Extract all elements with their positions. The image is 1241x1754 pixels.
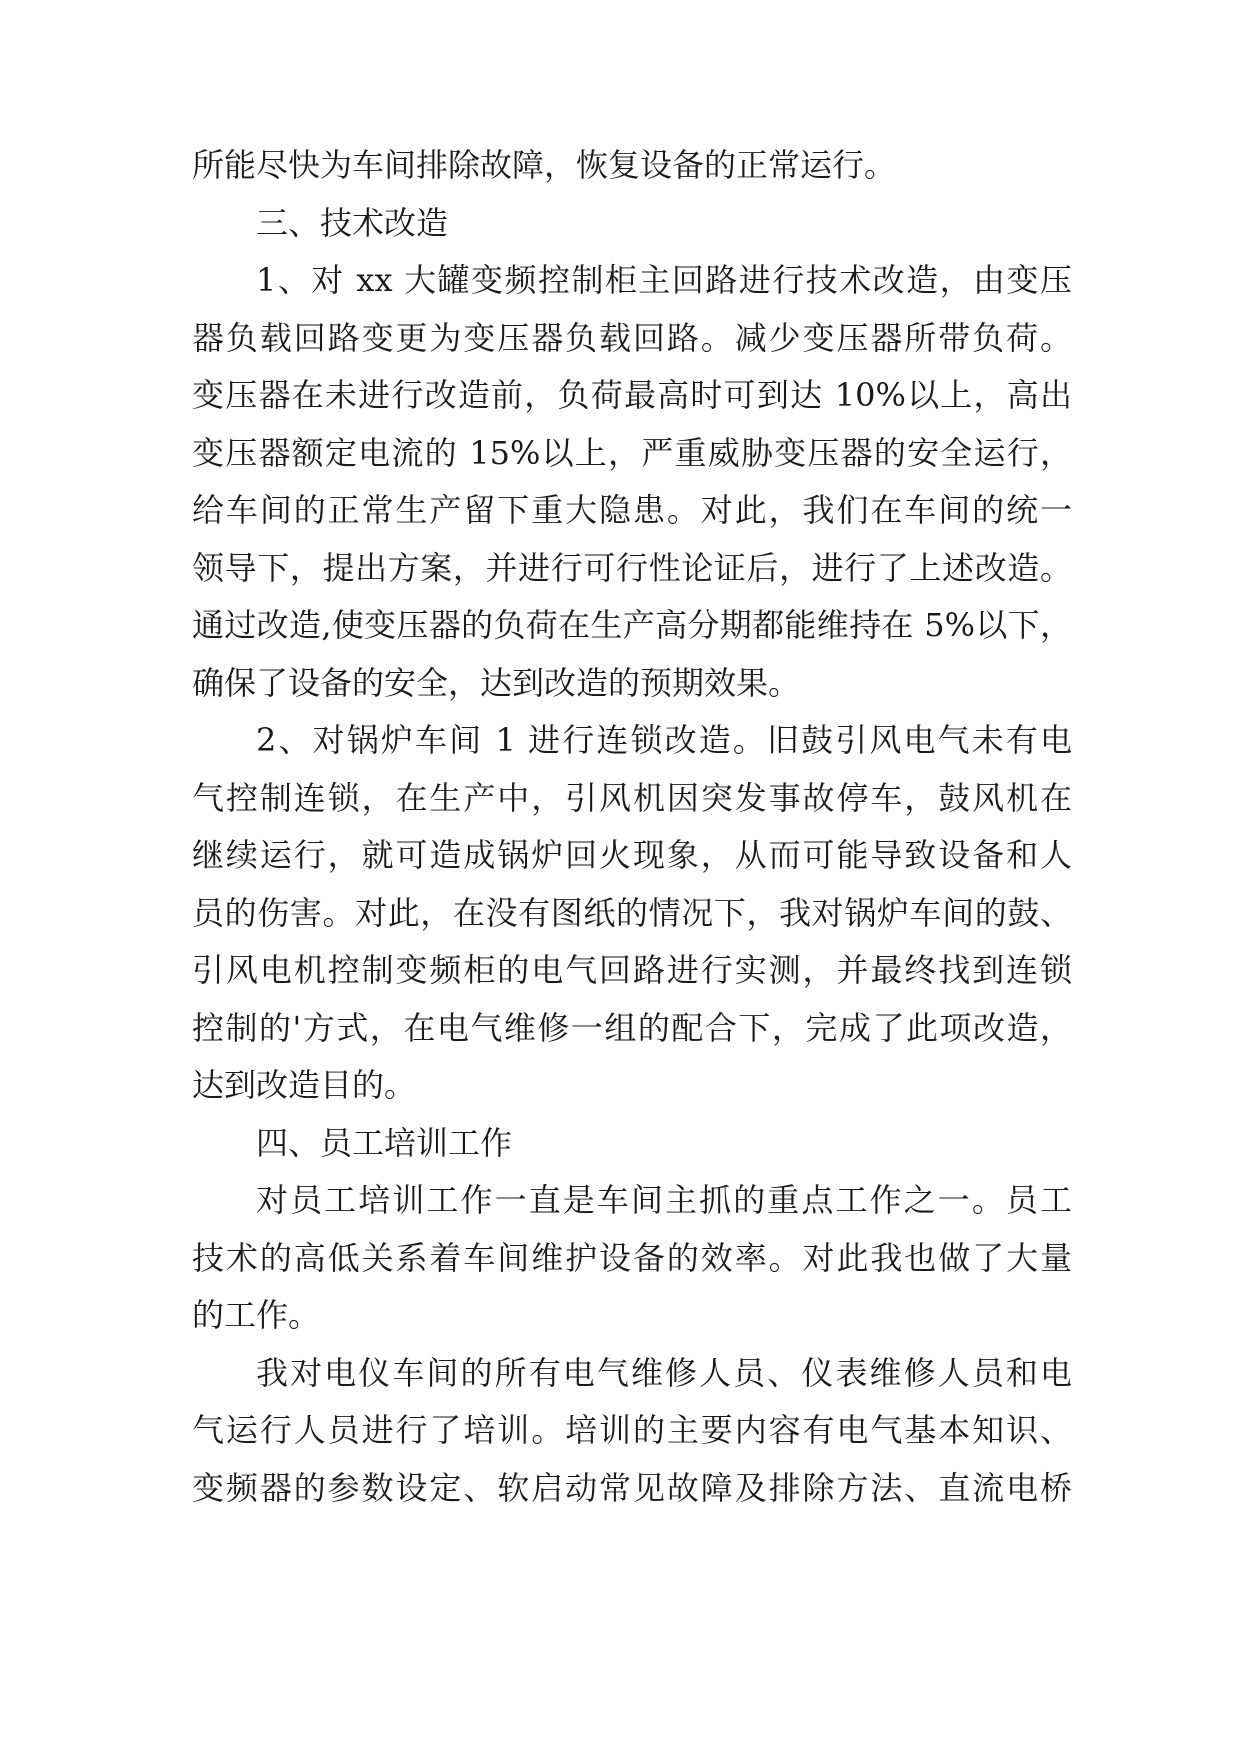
text-line: 2、对锅炉车间 1 进行连锁改造。旧鼓引风电气未有电 bbox=[256, 721, 1072, 759]
text-line: 四、员工培训工作 bbox=[256, 1124, 513, 1162]
text-line: 三、技术改造 bbox=[256, 204, 449, 242]
text-line: 对员工培训工作一直是车间主抓的重点工作之一。员工 bbox=[256, 1181, 1072, 1219]
text-line: 达到改造目的。 bbox=[192, 1066, 417, 1104]
text-line: 引风电机控制变频柜的电气回路进行实测，并最终找到连锁 bbox=[192, 951, 1072, 989]
text-line: 的工作。 bbox=[192, 1296, 321, 1334]
text-line: 气控制连锁，在生产中，引风机因突发事故停车，鼓风机在 bbox=[192, 779, 1072, 817]
text-line: 继续运行，就可造成锅炉回火现象，从而可能导致设备和人 bbox=[192, 836, 1072, 874]
text-line: 气运行人员进行了培训。培训的主要内容有电气基本知识、 bbox=[192, 1411, 1072, 1449]
text-line: 1、对 xx 大罐变频控制柜主回路进行技术改造，由变压 bbox=[256, 261, 1072, 299]
text-line: 通过改造,使变压器的负荷在生产高分期都能维持在 5%以下， bbox=[192, 606, 1072, 644]
text-line: 给车间的正常生产留下重大隐患。对此，我们在车间的统一 bbox=[192, 491, 1072, 529]
text-line: 技术的高低关系着车间维护设备的效率。对此我也做了大量 bbox=[192, 1239, 1072, 1277]
text-line: 领导下，提出方案，并进行可行性论证后，进行了上述改造。 bbox=[192, 549, 1072, 587]
text-line: 变频器的参数设定、软启动常见故障及排除方法、直流电桥 bbox=[192, 1469, 1072, 1507]
text-line: 变压器在未进行改造前，负荷最高时可到达 10%以上，高出 bbox=[192, 376, 1072, 414]
text-line: 员的伤害。对此，在没有图纸的情况下，我对锅炉车间的鼓、 bbox=[192, 894, 1072, 932]
text-line: 控制的'方式，在电气维修一组的配合下，完成了此项改造， bbox=[192, 1009, 1072, 1047]
text-line: 我对电仪车间的所有电气维修人员、仪表维修人员和电 bbox=[256, 1354, 1072, 1392]
text-line: 确保了设备的安全，达到改造的预期效果。 bbox=[192, 664, 801, 702]
text-line: 所能尽快为车间排除故障，恢复设备的正常运行。 bbox=[192, 146, 897, 184]
text-line: 变压器额定电流的 15%以上，严重威胁变压器的安全运行， bbox=[192, 434, 1072, 472]
text-line: 器负载回路变更为变压器负载回路。减少变压器所带负荷。 bbox=[192, 319, 1072, 357]
